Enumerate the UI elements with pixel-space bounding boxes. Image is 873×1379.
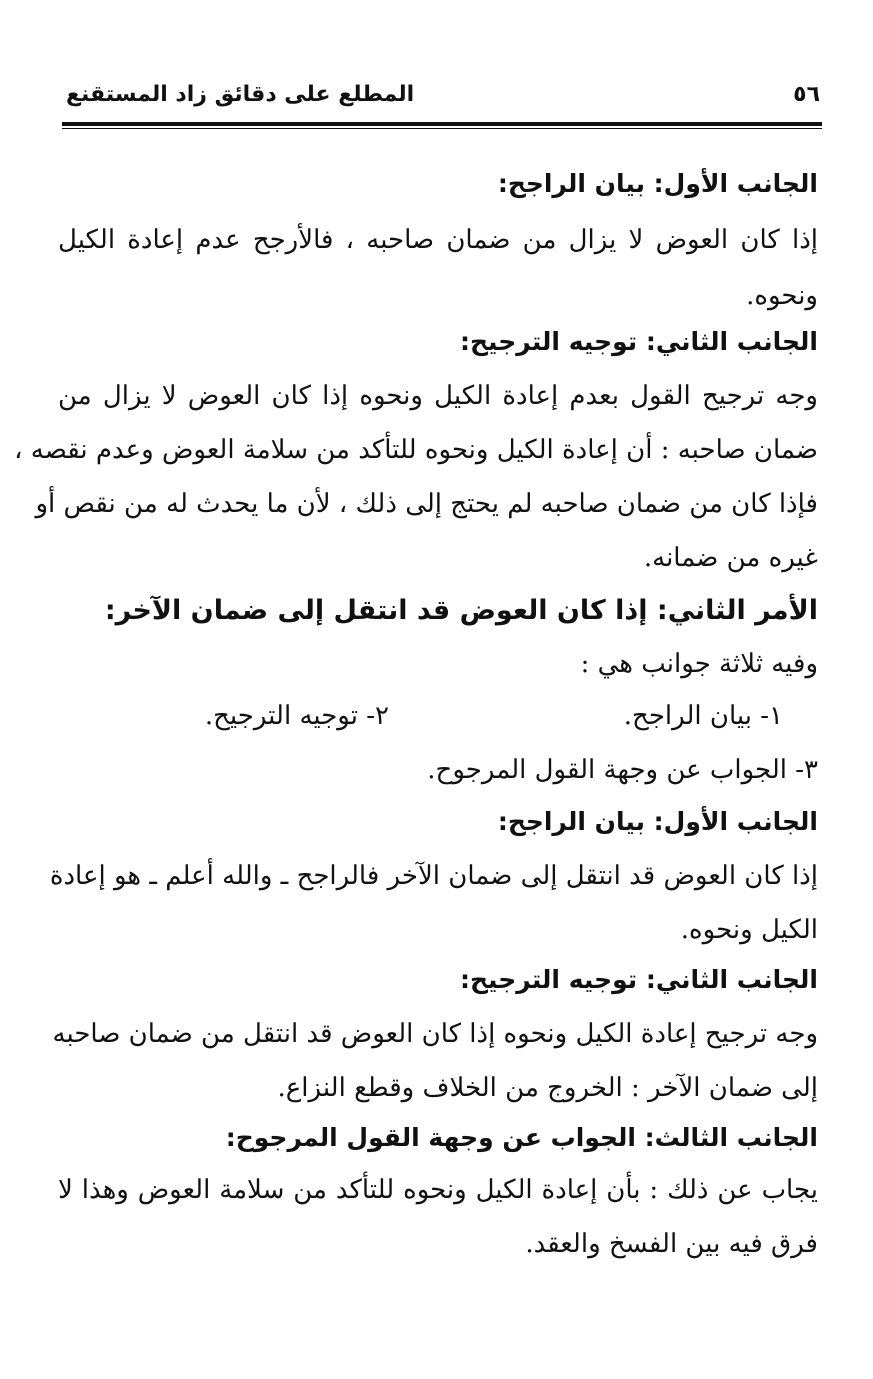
list-item-1: ١- بيان الراجح. bbox=[623, 701, 783, 731]
paragraph-line: إذا كان العوض قد انتقل إلى ضمان الآخر فالراجح ـ والله أعلم ـ هو إعادة bbox=[49, 861, 818, 891]
paragraph-line: وفيه ثلاثة جوانب هي : bbox=[580, 649, 818, 679]
section-heading-third-aspect: الجانب الثالث: الجواب عن وجهة القول المرجوح: bbox=[225, 1123, 818, 1152]
paragraph-line: فإذا كان من ضمان صاحبه لم يحتج إلى ذلك ، لأن ما يحدث له من نقص أو bbox=[35, 489, 818, 519]
paragraph-line: فرق فيه بين الفسخ والعقد. bbox=[525, 1229, 818, 1259]
paragraph-line: ونحوه. bbox=[746, 281, 818, 311]
section-heading-first-aspect: الجانب الأول: بيان الراجح: bbox=[497, 169, 818, 198]
paragraph-line: يجاب عن ذلك : بأن إعادة الكيل ونحوه للتأكد من سلامة العوض وهذا لا bbox=[58, 1175, 818, 1205]
paragraph-line: وجه ترجيح إعادة الكيل ونحوه إذا كان العوض قد انتقل من ضمان صاحبه bbox=[52, 1019, 818, 1049]
running-header bbox=[66, 82, 820, 118]
header-rule bbox=[62, 122, 822, 129]
section-heading-second-matter: الأمر الثاني: إذا كان العوض قد انتقل إلى ضمان الآخر: bbox=[104, 595, 818, 626]
page-number: ٥٦ bbox=[793, 82, 820, 107]
section-heading-second-aspect: الجانب الثاني: توجيه الترجيح: bbox=[460, 965, 818, 994]
section-heading-second-aspect: الجانب الثاني: توجيه الترجيح: bbox=[460, 327, 818, 356]
paragraph-line: غيره من ضمانه. bbox=[643, 543, 818, 573]
paragraph-line: ضمان صاحبه : أن إعادة الكيل ونحوه للتأكد من سلامة العوض وعدم نقصه ، bbox=[14, 435, 818, 465]
list-item-2: ٢- توجيه الترجيح. bbox=[204, 701, 389, 731]
section-heading-first-aspect: الجانب الأول: بيان الراجح: bbox=[497, 807, 818, 836]
book-title: المطلع على دقائق زاد المستقنع bbox=[66, 82, 415, 107]
paragraph-line: إذا كان العوض لا يزال من ضمان صاحبه ، فالأرجح عدم إعادة الكيل bbox=[58, 225, 818, 255]
paragraph-line: إلى ضمان الآخر : الخروج من الخلاف وقطع النزاع. bbox=[277, 1073, 818, 1103]
list-item-3: ٣- الجواب عن وجهة القول المرجوح. bbox=[427, 755, 818, 785]
paragraph-line: وجه ترجيح القول بعدم إعادة الكيل ونحوه إذا كان العوض لا يزال من bbox=[58, 381, 818, 411]
paragraph-line: الكيل ونحوه. bbox=[680, 915, 818, 945]
